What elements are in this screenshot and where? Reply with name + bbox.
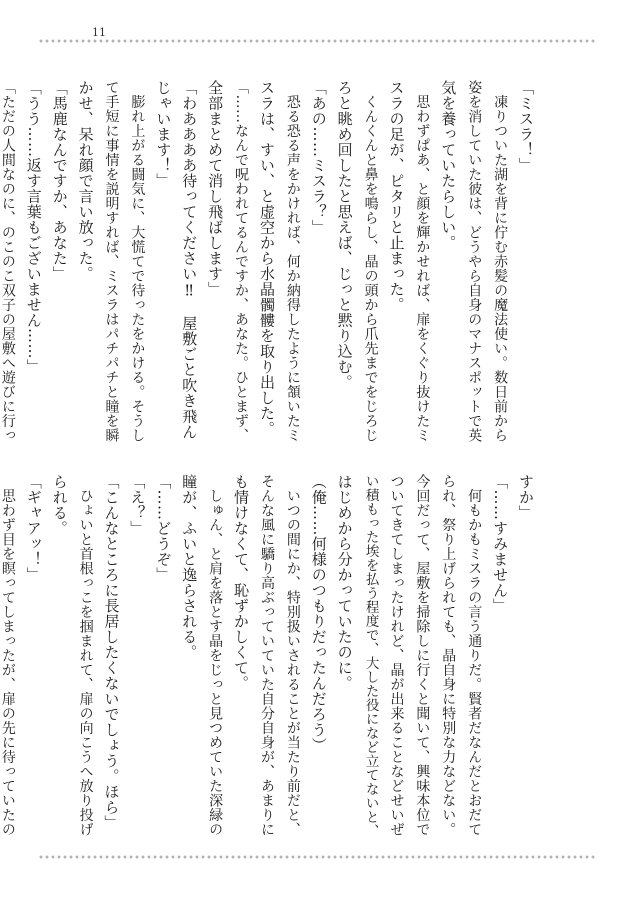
page-number: 11 [92,26,106,39]
text-line: ついてきてしまったけれど、晶が出来ることなどせいぜ [388,474,405,837]
text-line: 「ミスラ！」 [517,80,535,173]
text-line: 「うう……返す言葉もございません……」 [24,80,43,375]
text-line: 思わずぱあ、と顔を輝かせれば、扉をくぐり抜けたミ [414,80,431,443]
text-line: そんな風に驕り高ぶっていていた自分自身が、あまりに [258,474,275,837]
text-line: 姿を消していた彼は、どうやら自身のマナスポットで英 [466,80,483,443]
text-line: はじめから分かっていたのに。 [335,474,354,691]
text-line: い積もった埃を払う程度で、大した役になど立てないと、 [362,474,379,838]
text-line: 「ただの人間なのに、のこのこ双子の屋敷へ遊びに行っ [0,80,16,443]
text-line: 気を養っていたらしい。 [439,80,458,251]
text-line: くんくんと鼻を鳴らし、晶の頭から爪先までをじろじ [362,80,379,443]
text-line: 「……どうぞ」 [154,474,173,583]
text-line: 「……すみません」 [491,474,510,614]
text-line: 「こんなところに長居したくないでしょう。ほら」 [102,474,121,831]
text-line: 瞳が、ふいと逸らされる。 [180,474,199,660]
text-line: られ、祭り上げられても、晶自身に特別な力などない。 [440,474,457,837]
text-line: 思わず目を瞑ってしまったが、扉の先に待っていたの [0,474,16,837]
lower-text-block [0,474,538,842]
text-line: しゅん、と肩を落とす晶をじっと見つめていた深緑の [207,474,224,837]
text-line: 何もかもミスラの言う通りだ。賢者だなんだとおだて [466,474,483,837]
text-line: ひょいと首根っこを掴まれて、扉の向こうへ放り投げ [77,474,94,837]
text-line: も情けなくて、恥ずかしくて。 [232,474,251,691]
text-line: 「あの……ミスラ？」 [309,80,328,235]
text-line: 恐る恐る声をかければ、何か納得したように頷いたミ [284,80,301,443]
text-line: 全部まとめて消し飛ばします」 [206,80,225,297]
text-line: （俺……何様のつもりだったんだろう） [309,474,328,753]
text-line: かせ、呆れ顔で言い放った。 [76,80,95,282]
text-line: 凍りついた湖を背に佇む赤髪の魔法使い。数日前から [492,80,509,443]
text-line: 膨れ上がる闘気に、大慌てで待ったをかける。そうし [129,80,146,443]
text-line: 「ギャアッ！」 [24,474,43,583]
top-dotted-rule [38,39,596,43]
text-line: 「馬鹿なんですか、あなた」 [50,80,69,282]
text-line: スラは、すい、と虚空から水晶髑髏を取り出した。 [257,80,276,437]
bottom-dotted-rule [38,855,596,859]
text-line: られる。 [50,474,69,536]
text-line: スラの足が、ピタリと止まった。 [387,80,406,313]
text-line: 「え？」 [128,474,147,536]
text-line: いつの間にか、特別扱いされることが当たり前だと、 [284,474,301,837]
text-line: すか」 [517,474,535,521]
text-line: 今回だって、屋敷を掃除しに行くと聞いて、興味本位で [414,474,431,837]
text-line: て手短に事情を説明すれば、ミスラはパチパチと瞳を瞬 [103,80,120,443]
upper-text-block [0,80,538,448]
text-line: じゃいます！」 [154,80,173,189]
text-line: 「……なんで呪われてるんですか、あなた。ひとまず、 [233,80,250,443]
text-line: ろと眺め回したと思えば、じっと黙り込む。 [335,80,354,390]
text-line: 「わああああ待ってください‼ 屋敷ごと吹き飛ん [180,80,199,440]
